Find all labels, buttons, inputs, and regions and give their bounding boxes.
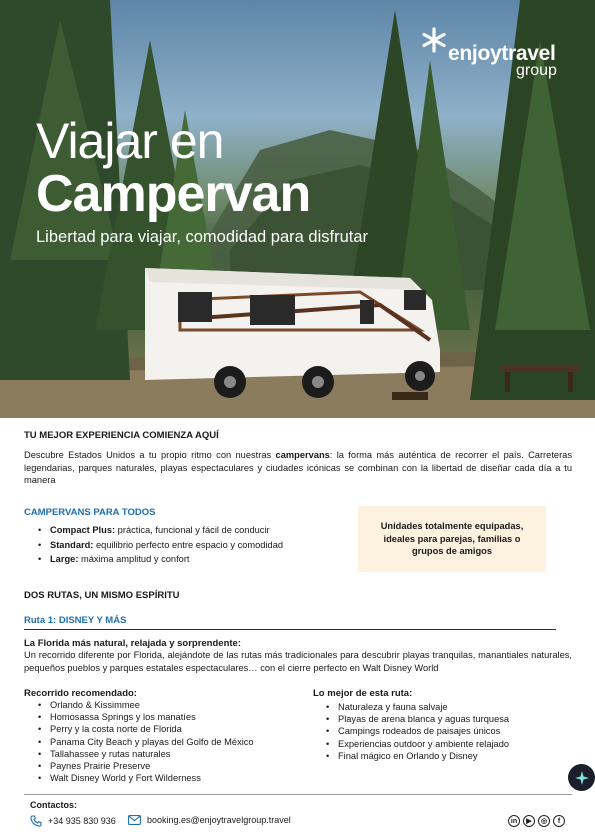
phone-icon xyxy=(30,815,42,827)
list-item: • Perry y la costa norte de Florida xyxy=(36,723,254,735)
phone-number: +34 935 830 936 xyxy=(48,816,116,826)
intro-text-before: Descubre Estados Unidos a tu propio ritmo con nuestras xyxy=(24,450,276,460)
contacts-heading: Contactos: xyxy=(30,800,77,810)
list-item: • Naturaleza y fauna salvaje xyxy=(324,701,509,713)
facebook-icon[interactable]: f xyxy=(553,815,565,827)
campervan-name: Large: xyxy=(50,554,79,564)
list-item: • Campings rodeados de paisajes únicos xyxy=(324,725,509,737)
best-heading: Lo mejor de esta ruta: xyxy=(313,688,413,699)
list-item xyxy=(36,538,283,553)
campervans-heading: CAMPERVANS PARA TODOS xyxy=(24,507,156,518)
intro-text-after: : la forma más auténtica de recorrer el país. Carreteras legendarias, parques naturales, playas espectaculares y ciudades icónicas se combinan con la libertad de diseñar cada día a tu manera xyxy=(24,450,572,486)
email-contact[interactable] xyxy=(128,815,291,825)
list-item: • Orlando & Kissimmee xyxy=(36,699,254,711)
intro-text-bold: campervans xyxy=(275,450,330,460)
recommended-heading: Recorrido recomendado: xyxy=(24,688,137,699)
route1-title: Ruta 1: DISNEY Y MÁS xyxy=(24,615,127,626)
hero-banner xyxy=(0,0,595,418)
list-item: • Walt Disney World y Fort Wilderness xyxy=(36,772,254,784)
best-list xyxy=(324,701,509,762)
brand-group: group xyxy=(516,62,557,79)
campervan-name: Compact Plus: xyxy=(50,525,116,535)
list-item: • Experiencias outdoor y ambiente relajado xyxy=(324,738,509,750)
social-links xyxy=(508,815,565,827)
equipment-callout: Unidades totalmente equipadas, ideales para parejas, familias o grupos de amigos xyxy=(358,506,546,572)
list-item: • Final mágico en Orlando y Disney xyxy=(324,750,509,762)
campervan-name: Standard: xyxy=(50,539,94,550)
list-item: • Tallahassee y rutas naturales xyxy=(36,748,254,760)
linkedin-icon[interactable]: in xyxy=(508,815,520,827)
campervan-desc: máxima amplitud y confort xyxy=(78,554,190,564)
hero-title-line1: Viajar en xyxy=(36,113,224,169)
list-item xyxy=(36,552,283,567)
campervans-list xyxy=(36,523,283,567)
route1-divider xyxy=(24,629,556,630)
asterisk-logo-icon xyxy=(420,26,448,54)
brand-name: enjoytravel xyxy=(448,42,556,65)
route1-subtitle: La Florida más natural, relajada y sorprendente: xyxy=(24,638,241,649)
sparkle-icon xyxy=(574,770,590,786)
phone-contact[interactable] xyxy=(30,815,116,827)
campervan-desc: práctica, funcional y fácil de conducir xyxy=(115,525,270,535)
mail-icon xyxy=(128,815,141,825)
assistant-badge[interactable] xyxy=(568,764,595,791)
list-item xyxy=(36,523,283,538)
hero-subtitle: Libertad para viajar, comodidad para disfrutar xyxy=(36,228,369,246)
intro-heading: TU MEJOR EXPERIENCIA COMIENZA AQUÍ xyxy=(24,430,219,441)
email-address: booking.es@enjoytravelgroup.travel xyxy=(147,815,291,825)
intro-paragraph xyxy=(24,449,572,487)
list-item: • Panama City Beach y playas del Golfo de México xyxy=(36,736,254,748)
recommended-list xyxy=(36,699,254,784)
youtube-icon[interactable]: ▶ xyxy=(523,815,535,827)
hero-title-line2: Campervan xyxy=(36,165,311,223)
contacts-divider xyxy=(24,794,572,795)
campervan-desc: equilibrio perfecto entre espacio y comodidad xyxy=(93,539,284,550)
instagram-icon[interactable]: ◎ xyxy=(538,815,550,827)
list-item: • Paynes Prairie Preserve xyxy=(36,760,254,772)
route1-description: Un recorrido diferente por Florida, alejándote de las rutas más tradicionales para descubrir playas tranquilas, manantiales naturales, pequeños pueblos y parques estatales espectaculares… con el cierre perfecto en Walt Disney World xyxy=(24,650,572,673)
list-item: • Playas de arena blanca y aguas turquesa xyxy=(324,713,509,725)
routes-heading: DOS RUTAS, UN MISMO ESPÍRITU xyxy=(24,590,180,601)
list-item: • Homosassa Springs y los manatíes xyxy=(36,711,254,723)
